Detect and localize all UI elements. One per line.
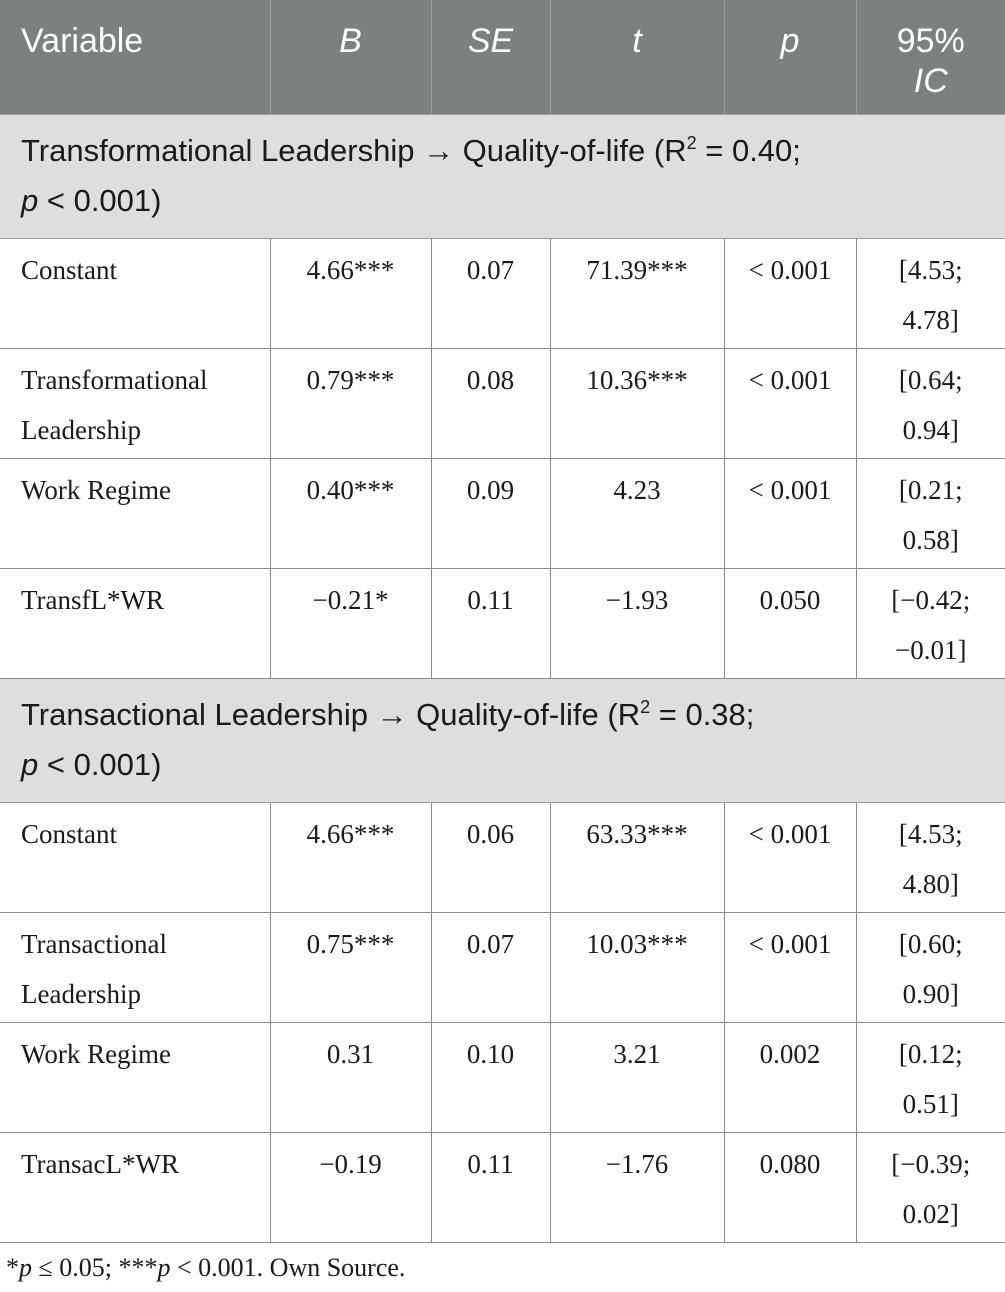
cell-variable: Constant [0,239,270,349]
cell-t: 3.21 [550,1023,724,1133]
header-ci-line2: IC [913,62,948,100]
cell-b: 0.31 [270,1023,431,1133]
cell-t: −1.93 [550,569,724,679]
cell-p: 0.080 [724,1133,856,1243]
cell-p: < 0.001 [724,459,856,569]
cell-p: < 0.001 [724,239,856,349]
cell-b: 0.75*** [270,913,431,1023]
cell-t: 10.03*** [550,913,724,1023]
section-title: Transactional Leadership → Quality-of-life ($R^2 = 0.38$; p < 0.001) [0,679,1005,803]
table-row [0,1023,1005,1133]
cell-variable: TransfL*WR [0,569,270,679]
table-row [0,913,1005,1023]
cell-variable: Transactional Leadership [0,913,270,1023]
cell-se: 0.08 [431,349,550,459]
section-title: Transformational Leadership → Quality-of-life ($R^2 = 0.40$; p < 0.001) [0,115,1005,239]
header-t: t [550,0,724,115]
header-b: B [270,0,431,115]
header-se: SE [431,0,550,115]
table-row [0,1133,1005,1243]
cell-ci: [4.53; 4.80] [856,803,1005,913]
header-p: p [724,0,856,115]
cell-ci: [0.64; 0.94] [856,349,1005,459]
table-row [0,239,1005,349]
header-ci-line1: 95% [896,22,965,60]
cell-p: < 0.001 [724,913,856,1023]
cell-variable: Transformational Leadership [0,349,270,459]
cell-variable: Constant [0,803,270,913]
section-header-row [0,679,1005,803]
cell-se: 0.07 [431,239,550,349]
cell-se: 0.07 [431,913,550,1023]
cell-se: 0.09 [431,459,550,569]
cell-ci: [−0.39; 0.02] [856,1133,1005,1243]
cell-ci: [0.21; 0.58] [856,459,1005,569]
cell-t: −1.76 [550,1133,724,1243]
cell-t: 4.23 [550,459,724,569]
cell-se: 0.10 [431,1023,550,1133]
cell-b: 0.40*** [270,459,431,569]
table-row [0,803,1005,913]
cell-t: 63.33*** [550,803,724,913]
cell-b: 4.66*** [270,239,431,349]
section-header-row [0,115,1005,239]
cell-variable: Work Regime [0,1023,270,1133]
table-footnote: *p ≤ 0.05; ***p < 0.001. Own Source. [6,1253,406,1282]
cell-ci: [−0.42; −0.01] [856,569,1005,679]
table-row [0,459,1005,569]
cell-t: 71.39*** [550,239,724,349]
cell-b: 0.79*** [270,349,431,459]
header-ci [856,0,1005,115]
table-row [0,349,1005,459]
cell-p: < 0.001 [724,349,856,459]
cell-ci: [0.60; 0.90] [856,913,1005,1023]
cell-t: 10.36*** [550,349,724,459]
table-row [0,569,1005,679]
cell-b: −0.21* [270,569,431,679]
header-row [0,0,1005,115]
cell-ci: [0.12; 0.51] [856,1023,1005,1133]
cell-p: < 0.001 [724,803,856,913]
cell-p: 0.002 [724,1023,856,1133]
header-variable: Variable [0,0,270,115]
cell-se: 0.06 [431,803,550,913]
cell-ci: [4.53; 4.78] [856,239,1005,349]
cell-variable: Work Regime [0,459,270,569]
cell-se: 0.11 [431,1133,550,1243]
cell-se: 0.11 [431,569,550,679]
cell-p: 0.050 [724,569,856,679]
cell-b: −0.19 [270,1133,431,1243]
cell-b: 4.66*** [270,803,431,913]
cell-variable: TransacL*WR [0,1133,270,1243]
